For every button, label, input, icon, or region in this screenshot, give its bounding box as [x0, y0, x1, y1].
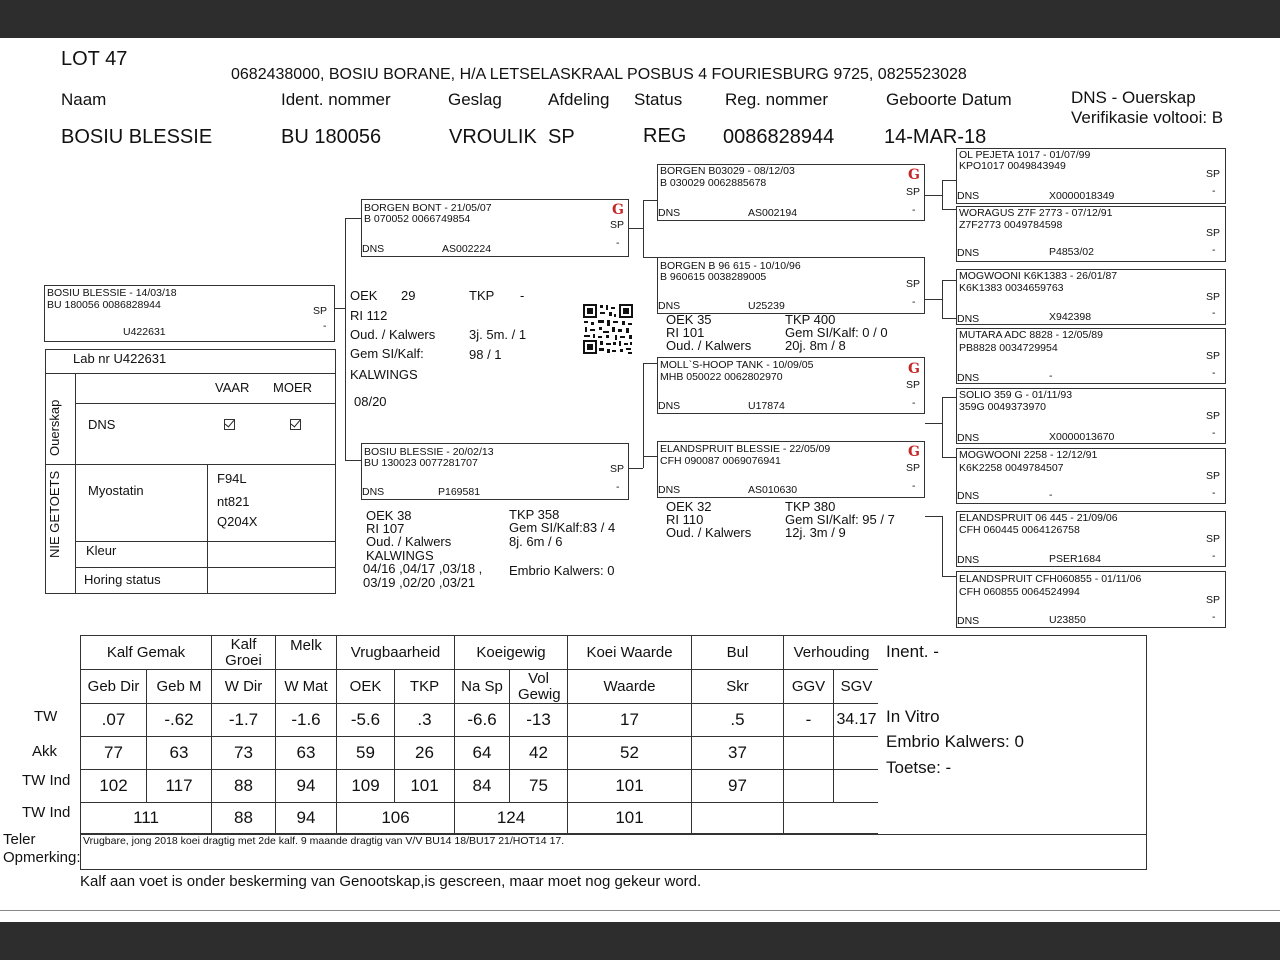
akk-cell: 26 — [395, 737, 455, 770]
gs2-code: U25239 — [748, 300, 785, 312]
twind-cell: 97 — [692, 770, 784, 803]
col-vol-gewig: Vol Gewig — [510, 670, 568, 704]
ggp-ids: Z7F2773 0049784598 — [959, 219, 1063, 231]
tw-cell: 34.17 — [834, 704, 880, 737]
gs4-ids: CFH 090087 0069076941 — [660, 455, 781, 467]
gt-logo-icon: G — [908, 361, 920, 377]
ouerskap-label: Ouerskap — [47, 399, 62, 456]
gs3-title: MOLL`S-HOOP TANK - 10/09/05 — [660, 359, 814, 371]
myostatin-nt821: nt821 — [217, 494, 250, 509]
value-ident: BU 180056 — [281, 126, 382, 148]
ggp-code: X0000018349 — [1049, 190, 1115, 202]
ggp-sp: SP — [1206, 227, 1221, 239]
sire-kalwings-value: 08/20 — [354, 394, 387, 409]
value-geboorte: 14-MAR-18 — [884, 126, 987, 148]
tw-cell: -13 — [510, 704, 568, 737]
myostatin-q204x: Q204X — [217, 514, 258, 529]
twind-cell: 84 — [455, 770, 510, 803]
ggp-title: OL PEJETA 1017 - 01/07/99 — [959, 149, 1091, 161]
gsb-oud: Oud. / Kalwers — [666, 338, 752, 353]
col-w-dir: W Dir — [212, 670, 276, 704]
ggp-sp: SP — [1206, 168, 1221, 180]
sire-dns: DNS — [362, 243, 385, 255]
group-koeigewig: Koeigewig — [455, 636, 568, 670]
dam-box — [361, 443, 629, 500]
dam-dash: - — [616, 481, 620, 493]
animal-ids: BU 180056 0086828944 — [47, 299, 161, 311]
akk-cell: 73 — [212, 737, 276, 770]
twind-cell: 102 — [81, 770, 147, 803]
gde-gem: Gem SI/Kalf: 95 / 7 — [785, 512, 895, 527]
sire-sp: SP — [610, 219, 625, 231]
gde-ri: RI 110 — [666, 512, 704, 527]
sire-gem-label: Gem SI/Kalf: — [350, 346, 424, 361]
gs1-sp: SP — [906, 186, 921, 198]
row-label-twind: TW Ind — [22, 772, 71, 789]
group-koei-waarde: Koei Waarde — [568, 636, 692, 670]
dam-dns: DNS — [362, 486, 385, 498]
animal-sp: SP — [313, 305, 328, 317]
dam-ids: BU 130023 0077281707 — [364, 457, 478, 469]
ggp-ids: CFH 060445 0064126758 — [959, 524, 1080, 536]
nie-getoets-label: NIE GETOETS — [47, 470, 62, 558]
lab-dns: DNS — [88, 417, 116, 432]
gs2-dns: DNS — [658, 300, 681, 312]
ggp-dns: DNS — [957, 313, 980, 325]
twind2-cell: 111 — [81, 803, 212, 834]
tw-cell: -1.7 — [212, 704, 276, 737]
gs2-ids: B 960615 0038289005 — [660, 271, 767, 283]
twind2-cell: 94 — [276, 803, 337, 834]
ggp-code: P4853/02 — [1049, 246, 1094, 258]
gsb-oud-value: 20j. 8m / 8 — [785, 338, 846, 353]
dam-kalwings: KALWINGS — [366, 548, 434, 563]
twind-cell: 117 — [147, 770, 212, 803]
dam-kalwings-2: 03/19 ,02/20 ,03/21 — [363, 575, 476, 590]
row-label-akk: Akk — [32, 743, 58, 760]
col-geb-m: Geb M — [147, 670, 212, 704]
ggp-title: MUTARA ADC 8828 - 12/05/89 — [959, 329, 1103, 341]
gs3-code: U17874 — [748, 400, 785, 412]
twind-cell: 75 — [510, 770, 568, 803]
group-kalf-gemak: Kalf Gemak — [81, 636, 212, 670]
label-afdeling: Afdeling — [548, 90, 610, 109]
gs4-title: ELANDSPRUIT BLESSIE - 22/05/09 — [660, 443, 831, 455]
gt-logo-icon: G — [908, 167, 920, 183]
group-vrugbaarheid: Vrugbaarheid — [337, 636, 455, 670]
ggp-title: SOLIO 359 G - 01/11/93 — [959, 389, 1073, 401]
ggp-dns: DNS — [957, 372, 980, 384]
teler-label: Teler — [3, 831, 36, 848]
top-bar — [0, 0, 1280, 38]
twind-cell — [834, 770, 880, 803]
animal-dash: - — [323, 320, 327, 332]
ggp-ids: K6K2258 0049784507 — [959, 462, 1064, 474]
tw-cell: .3 — [395, 704, 455, 737]
value-status: REG — [643, 125, 687, 147]
tw-cell: .07 — [81, 704, 147, 737]
gde-oud: Oud. / Kalwers — [666, 525, 752, 540]
gs4-sp: SP — [906, 462, 921, 474]
akk-cell — [784, 737, 834, 770]
dam-title: BOSIU BLESSIE - 20/02/13 — [364, 446, 494, 458]
dam-sp: SP — [610, 463, 625, 475]
ggp-dns: DNS — [957, 190, 980, 202]
owner-line: 0682438000, BOSIU BORANE, H/A LETSELASKRAAL POSBUS 4 FOURIESBURG 9725, 0825523028 — [231, 66, 967, 83]
ggp-title: MOGWOONI K6K1383 - 26/01/87 — [959, 270, 1118, 282]
col-tkp: TKP — [395, 670, 455, 704]
ggp-title: WORAGUS Z7F 2773 - 07/12/91 — [959, 207, 1113, 219]
gs4-code: AS010630 — [748, 484, 798, 496]
ggp-dash: - — [1212, 244, 1216, 256]
gsb-tkp: TKP 400 — [785, 312, 836, 327]
dam-oek: OEK 38 — [366, 508, 412, 523]
gde-oud-value: 12j. 3m / 9 — [785, 525, 846, 540]
sire-title: BORGEN BONT - 21/05/07 — [364, 202, 492, 214]
value-afdeling: SP — [548, 126, 575, 148]
gs3-dash: - — [912, 397, 916, 409]
sire-code: AS002224 — [442, 243, 492, 255]
tw-cell: -1.6 — [276, 704, 337, 737]
great-grandparent-box — [956, 448, 1226, 504]
sire-ri: RI 112 — [350, 308, 388, 323]
tw-cell: -.62 — [147, 704, 212, 737]
ggp-dns: DNS — [957, 554, 980, 566]
gs1-ids: B 030029 0062885678 — [660, 177, 767, 189]
sire-kalwings-label: KALWINGS — [350, 367, 418, 382]
gde-oek: OEK 32 — [666, 499, 712, 514]
twind2-cell: 101 — [568, 803, 692, 834]
sire-oek-value: 29 — [401, 288, 416, 303]
dam-gem: Gem SI/Kalf:83 / 4 — [509, 520, 616, 535]
inent: Inent. - — [886, 642, 939, 661]
ggp-title: ELANDSPRUIT 06 445 - 21/09/06 — [959, 512, 1118, 524]
group-kalf-groei: Kalf Groei — [212, 636, 276, 670]
ggp-code: X0000013670 — [1049, 431, 1115, 443]
twind-cell — [784, 770, 834, 803]
ggp-sp: SP — [1206, 470, 1221, 482]
label-geboorte: Geboorte Datum — [886, 90, 1012, 109]
gs1-title: BORGEN B03029 - 08/12/03 — [660, 165, 795, 177]
bottom-bar — [0, 922, 1280, 960]
ggp-code: PSER1684 — [1049, 553, 1101, 565]
value-reg: 0086828944 — [723, 126, 835, 148]
twind-cell: 109 — [337, 770, 395, 803]
dam-ri: RI 107 — [366, 521, 405, 536]
footer-note: Kalf aan voet is onder beskerming van Genootskap,is gescreen, maar moet nog gekeur word. — [80, 873, 702, 890]
gs1-dash: - — [912, 204, 916, 216]
ggp-dash: - — [1212, 427, 1216, 439]
col-oek: OEK — [337, 670, 395, 704]
ggp-code: - — [1049, 489, 1053, 501]
gs3-ids: MHB 050022 0062802970 — [660, 371, 783, 383]
twind2-cell: 88 — [212, 803, 276, 834]
sire-tkp-label: TKP — [469, 288, 495, 303]
ggp-sp: SP — [1206, 533, 1221, 545]
dam-tkp: TKP 358 — [509, 507, 560, 522]
grandparent-box — [657, 257, 925, 314]
lab-nr: Lab nr U422631 — [73, 351, 167, 366]
twind-cell: 88 — [212, 770, 276, 803]
tw-cell: -5.6 — [337, 704, 395, 737]
ggp-sp: SP — [1206, 594, 1221, 606]
gsb-ri: RI 101 — [666, 325, 705, 340]
akk-cell: 63 — [147, 737, 212, 770]
gs4-dns: DNS — [658, 484, 681, 496]
gde-tkp: TKP 380 — [785, 499, 836, 514]
akk-cell: 42 — [510, 737, 568, 770]
dam-kalwings-1: 04/16 ,04/17 ,03/18 , — [363, 561, 483, 576]
ggp-dash: - — [1212, 487, 1216, 499]
ggp-dash: - — [1212, 550, 1216, 562]
sire-gem-value: 98 / 1 — [469, 347, 502, 362]
sire-tkp-value: - — [520, 288, 525, 303]
ggp-code: - — [1049, 370, 1053, 382]
gs2-title: BORGEN B 96 615 - 10/10/96 — [660, 260, 801, 272]
ggp-title: MOGWOONI 2258 - 12/12/91 — [959, 449, 1098, 461]
tw-cell: .5 — [692, 704, 784, 737]
myostatin-label: Myostatin — [88, 483, 144, 498]
great-grandparent-box — [956, 328, 1226, 384]
gs1-dns: DNS — [658, 207, 681, 219]
twind-cell: 101 — [395, 770, 455, 803]
sire-dash: - — [616, 237, 620, 249]
toetse: Toetse: - — [886, 758, 952, 777]
sire-box — [361, 199, 629, 257]
col-w-mat: W Mat — [276, 670, 337, 704]
ggp-dash: - — [1212, 611, 1216, 623]
ggp-dns: DNS — [957, 247, 980, 259]
label-naam: Naam — [61, 90, 107, 109]
ggp-ids: K6K1383 0034659763 — [959, 282, 1064, 294]
ggp-ids: PB8828 0034729954 — [959, 342, 1058, 354]
label-reg: Reg. nommer — [725, 90, 828, 109]
ggp-sp: SP — [1206, 291, 1221, 303]
ggp-dns: DNS — [957, 490, 980, 502]
group-melk: Melk — [276, 636, 337, 670]
moer-checkbox — [290, 419, 301, 430]
lab-vaar: VAAR — [215, 380, 250, 395]
horing-label: Horing status — [84, 572, 161, 587]
great-grandparent-box — [956, 571, 1226, 628]
ggp-code: U23850 — [1049, 614, 1086, 626]
akk-cell: 59 — [337, 737, 395, 770]
vaar-checkbox — [224, 419, 235, 430]
col-sgv: SGV — [834, 670, 880, 704]
dam-oud-value: 8j. 6m / 6 — [509, 534, 563, 549]
ggp-dns: DNS — [957, 432, 980, 444]
dam-embrio: Embrio Kalwers: 0 — [509, 563, 615, 578]
gs3-sp: SP — [906, 379, 921, 391]
ggp-sp: SP — [1206, 410, 1221, 422]
grandparent-box — [657, 164, 925, 221]
twind-cell: 94 — [276, 770, 337, 803]
gs1-code: AS002194 — [748, 207, 798, 219]
gs2-sp: SP — [906, 278, 921, 290]
twind2-cell: 124 — [455, 803, 568, 834]
remark-text: Vrugbare, jong 2018 koei dragtig met 2de kalf. 9 maande dragtig van V/V BU14 18/BU17 21/HOT14 17. — [83, 835, 565, 847]
grandparent-box — [657, 357, 925, 414]
ggp-code: X942398 — [1049, 311, 1092, 323]
col-skr: Skr — [692, 670, 784, 704]
animal-box — [44, 285, 335, 342]
ggp-dns: DNS — [957, 615, 980, 627]
catalogue-page — [0, 38, 1280, 922]
twind2-cell: 106 — [337, 803, 455, 834]
in-vitro: In Vitro — [886, 707, 940, 726]
ggp-dash: - — [1212, 307, 1216, 319]
group-bul: Bul — [692, 636, 784, 670]
sire-oud-value: 3j. 5m. / 1 — [469, 327, 527, 342]
dam-code: P169581 — [438, 486, 481, 498]
great-grandparent-box — [956, 388, 1226, 444]
great-grandparent-box — [956, 206, 1226, 262]
col-ggv: GGV — [784, 670, 834, 704]
lab-moer: MOER — [273, 380, 312, 395]
footer-divider — [0, 910, 1280, 911]
twind2-cell — [692, 803, 784, 834]
ggp-dash: - — [1212, 367, 1216, 379]
gt-logo-icon: G — [908, 444, 920, 460]
akk-cell — [834, 737, 880, 770]
ggp-sp: SP — [1206, 350, 1221, 362]
ggp-ids: CFH 060855 0064524994 — [959, 586, 1080, 598]
remarks-box — [80, 834, 1147, 870]
opmerking-label: Opmerking: — [3, 849, 81, 866]
label-geslag: Geslag — [448, 90, 502, 109]
gs2-dash: - — [912, 296, 916, 308]
tw-cell: 17 — [568, 704, 692, 737]
qr-code-icon — [582, 303, 634, 355]
myostatin-f94l: F94L — [217, 471, 247, 486]
akk-cell: 37 — [692, 737, 784, 770]
great-grandparent-box — [956, 148, 1226, 204]
tw-cell: - — [784, 704, 834, 737]
row-label-twind-2: TW Ind — [22, 804, 71, 821]
value-naam: BOSIU BLESSIE — [61, 126, 213, 148]
gsb-gem: Gem SI/Kalf: 0 / 0 — [785, 325, 888, 340]
great-grandparent-box — [956, 269, 1226, 325]
animal-title: BOSIU BLESSIE - 14/03/18 — [47, 287, 177, 299]
twind-cell: 101 — [568, 770, 692, 803]
ggp-dash: - — [1212, 185, 1216, 197]
dns-title: DNS - Ouerskap — [1071, 88, 1196, 107]
akk-cell: 77 — [81, 737, 147, 770]
ggp-ids: 359G 0049373970 — [959, 401, 1046, 413]
dam-oud: Oud. / Kalwers — [366, 534, 452, 549]
twind2-cell — [784, 803, 880, 834]
great-grandparent-box — [956, 511, 1226, 567]
ggp-title: ELANDSPRUIT CFH060855 - 01/11/06 — [959, 573, 1142, 585]
ggp-ids: KPO1017 0049843949 — [959, 160, 1066, 172]
group-verhouding: Verhouding — [784, 636, 880, 670]
kleur-label: Kleur — [86, 543, 117, 558]
lot-number: LOT 47 — [61, 48, 128, 70]
gt-logo-icon: G — [612, 202, 624, 218]
ebv-table — [80, 635, 880, 834]
animal-code: U422631 — [123, 326, 166, 338]
col-geb-dir: Geb Dir — [81, 670, 147, 704]
label-status: Status — [634, 90, 683, 109]
gs3-dns: DNS — [658, 400, 681, 412]
gsb-oek: OEK 35 — [666, 312, 712, 327]
dns-verify: Verifikasie voltooi: B — [1071, 108, 1224, 127]
row-label-tw: TW — [34, 708, 58, 725]
col-waarde: Waarde — [568, 670, 692, 704]
akk-cell: 63 — [276, 737, 337, 770]
embrio-kalwers: Embrio Kalwers: 0 — [886, 732, 1024, 751]
sire-ids: B 070052 0066749854 — [364, 213, 471, 225]
sire-oud-label: Oud. / Kalwers — [350, 327, 436, 342]
col-na-sp: Na Sp — [455, 670, 510, 704]
grandparent-box — [657, 441, 925, 498]
akk-cell: 64 — [455, 737, 510, 770]
label-ident: Ident. nommer — [281, 90, 391, 109]
value-geslag: VROULIK — [449, 126, 537, 148]
tw-cell: -6.6 — [455, 704, 510, 737]
gs4-dash: - — [912, 480, 916, 492]
akk-cell: 52 — [568, 737, 692, 770]
sire-oek-label: OEK — [350, 288, 378, 303]
